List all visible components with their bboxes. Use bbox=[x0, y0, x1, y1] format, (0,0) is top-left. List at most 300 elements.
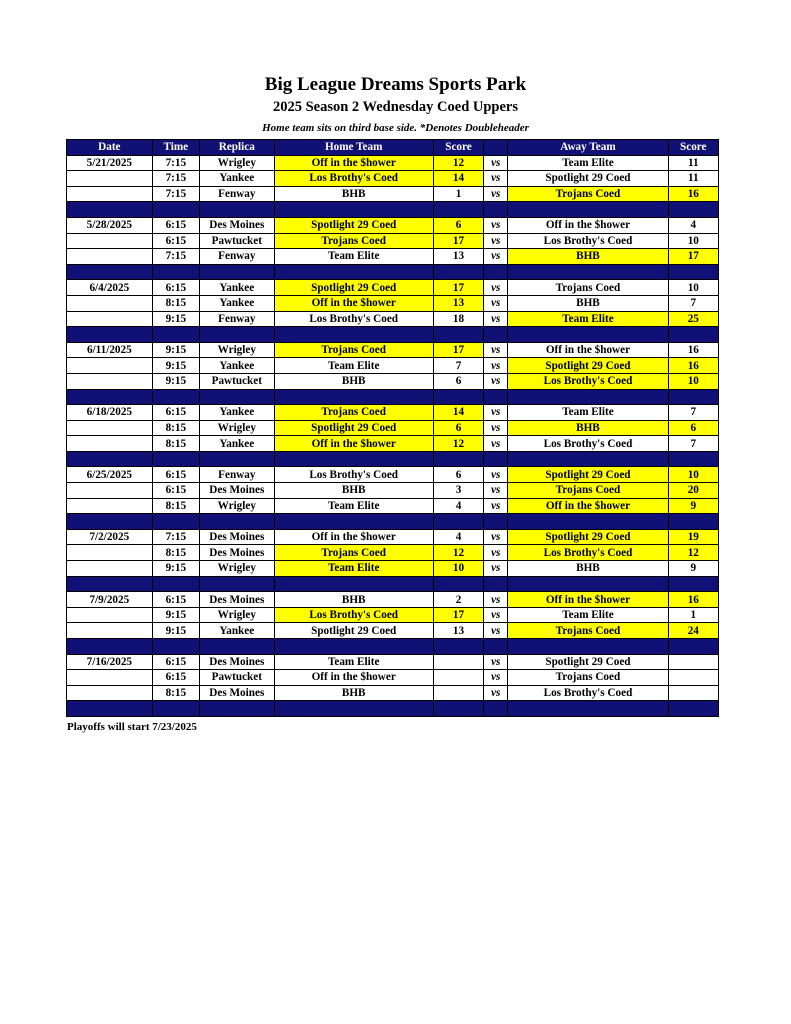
home-team: Off in the $hower bbox=[274, 295, 433, 311]
vs-label: vs bbox=[484, 280, 508, 296]
game-time: 7:15 bbox=[152, 249, 199, 265]
away-score bbox=[668, 685, 718, 701]
game-row bbox=[67, 498, 719, 514]
game-time: 7:15 bbox=[152, 171, 199, 187]
game-date: 5/21/2025 bbox=[67, 155, 153, 171]
game-date: 7/2/2025 bbox=[67, 529, 153, 545]
week-separator bbox=[67, 576, 719, 592]
home-score bbox=[433, 670, 483, 686]
game-field: Fenway bbox=[200, 249, 275, 265]
game-row bbox=[67, 436, 719, 452]
game-field: Wrigley bbox=[200, 342, 275, 358]
game-time: 8:15 bbox=[152, 545, 199, 561]
game-field: Yankee bbox=[200, 623, 275, 639]
separator-cell bbox=[152, 639, 199, 655]
separator-cell bbox=[152, 202, 199, 218]
home-score: 6 bbox=[433, 420, 483, 436]
away-score: 12 bbox=[668, 545, 718, 561]
home-score: 4 bbox=[433, 498, 483, 514]
vs-label: vs bbox=[484, 467, 508, 483]
separator-cell bbox=[200, 514, 275, 530]
away-score: 7 bbox=[668, 405, 718, 421]
away-team: Los Brothy's Coed bbox=[508, 545, 668, 561]
home-score: 14 bbox=[433, 171, 483, 187]
game-date bbox=[67, 685, 153, 701]
game-date: 5/28/2025 bbox=[67, 217, 153, 233]
separator-cell bbox=[200, 327, 275, 343]
away-score: 25 bbox=[668, 311, 718, 327]
week-separator bbox=[67, 451, 719, 467]
away-team: Trojans Coed bbox=[508, 186, 668, 202]
separator-cell bbox=[274, 576, 433, 592]
game-date bbox=[67, 171, 153, 187]
game-time: 6:15 bbox=[152, 280, 199, 296]
home-score: 12 bbox=[433, 436, 483, 452]
away-score: 17 bbox=[668, 249, 718, 265]
header-away-team: Away Team bbox=[508, 140, 668, 156]
separator-cell bbox=[668, 576, 718, 592]
away-team: Los Brothy's Coed bbox=[508, 685, 668, 701]
home-score: 13 bbox=[433, 623, 483, 639]
game-field: Yankee bbox=[200, 295, 275, 311]
game-row bbox=[67, 233, 719, 249]
game-row bbox=[67, 405, 719, 421]
game-field: Wrigley bbox=[200, 607, 275, 623]
away-score: 11 bbox=[668, 155, 718, 171]
away-team: Trojans Coed bbox=[508, 483, 668, 499]
game-time: 8:15 bbox=[152, 436, 199, 452]
separator-cell bbox=[484, 451, 508, 467]
separator-cell bbox=[508, 327, 668, 343]
game-field: Yankee bbox=[200, 171, 275, 187]
separator-cell bbox=[508, 514, 668, 530]
away-score: 16 bbox=[668, 342, 718, 358]
game-row bbox=[67, 607, 719, 623]
vs-label: vs bbox=[484, 249, 508, 265]
playoffs-footer: Playoffs will start 7/23/2025 bbox=[67, 721, 197, 733]
separator-cell bbox=[67, 264, 153, 280]
vs-label: vs bbox=[484, 529, 508, 545]
vs-label: vs bbox=[484, 545, 508, 561]
game-time: 7:15 bbox=[152, 529, 199, 545]
game-field: Des Moines bbox=[200, 545, 275, 561]
game-time: 6:15 bbox=[152, 654, 199, 670]
game-date bbox=[67, 498, 153, 514]
game-row bbox=[67, 670, 719, 686]
home-team: Team Elite bbox=[274, 654, 433, 670]
away-team: Spotlight 29 Coed bbox=[508, 467, 668, 483]
separator-cell bbox=[152, 701, 199, 717]
separator-cell bbox=[200, 701, 275, 717]
away-score: 6 bbox=[668, 420, 718, 436]
separator-cell bbox=[484, 389, 508, 405]
game-row bbox=[67, 280, 719, 296]
away-team: BHB bbox=[508, 249, 668, 265]
separator-cell bbox=[668, 514, 718, 530]
vs-label: vs bbox=[484, 561, 508, 577]
home-score: 17 bbox=[433, 607, 483, 623]
away-score bbox=[668, 654, 718, 670]
game-time: 9:15 bbox=[152, 607, 199, 623]
separator-cell bbox=[200, 639, 275, 655]
schedule-body bbox=[67, 155, 719, 716]
game-time: 6:15 bbox=[152, 405, 199, 421]
game-time: 7:15 bbox=[152, 186, 199, 202]
vs-label: vs bbox=[484, 295, 508, 311]
separator-cell bbox=[433, 327, 483, 343]
game-time: 6:15 bbox=[152, 233, 199, 249]
vs-label: vs bbox=[484, 373, 508, 389]
home-score: 7 bbox=[433, 358, 483, 374]
home-score: 3 bbox=[433, 483, 483, 499]
game-row bbox=[67, 249, 719, 265]
header-replica: Replica bbox=[200, 140, 275, 156]
away-score: 10 bbox=[668, 467, 718, 483]
home-team: Off in the $hower bbox=[274, 436, 433, 452]
separator-cell bbox=[433, 514, 483, 530]
home-score: 2 bbox=[433, 592, 483, 608]
away-team: Team Elite bbox=[508, 405, 668, 421]
game-row bbox=[67, 155, 719, 171]
separator-cell bbox=[668, 202, 718, 218]
game-row bbox=[67, 592, 719, 608]
week-separator bbox=[67, 514, 719, 530]
away-team: Team Elite bbox=[508, 155, 668, 171]
away-team: BHB bbox=[508, 561, 668, 577]
home-score: 17 bbox=[433, 342, 483, 358]
home-team: Team Elite bbox=[274, 561, 433, 577]
home-score: 6 bbox=[433, 217, 483, 233]
game-date bbox=[67, 373, 153, 389]
home-team: Team Elite bbox=[274, 498, 433, 514]
away-team: BHB bbox=[508, 295, 668, 311]
separator-cell bbox=[67, 639, 153, 655]
separator-cell bbox=[152, 389, 199, 405]
vs-label: vs bbox=[484, 498, 508, 514]
separator-cell bbox=[433, 639, 483, 655]
away-score: 11 bbox=[668, 171, 718, 187]
game-time: 7:15 bbox=[152, 155, 199, 171]
home-team: Los Brothy's Coed bbox=[274, 467, 433, 483]
separator-cell bbox=[200, 451, 275, 467]
page-subtitle: 2025 Season 2 Wednesday Coed Uppers bbox=[272, 99, 519, 115]
game-time: 9:15 bbox=[152, 358, 199, 374]
game-field: Yankee bbox=[200, 405, 275, 421]
vs-label: vs bbox=[484, 217, 508, 233]
home-score: 12 bbox=[433, 545, 483, 561]
vs-label: vs bbox=[484, 607, 508, 623]
vs-label: vs bbox=[484, 670, 508, 686]
vs-label: vs bbox=[484, 186, 508, 202]
header-home-score: Score bbox=[433, 140, 483, 156]
game-row bbox=[67, 529, 719, 545]
away-score bbox=[668, 670, 718, 686]
separator-cell bbox=[484, 701, 508, 717]
away-team: Spotlight 29 Coed bbox=[508, 358, 668, 374]
vs-label: vs bbox=[484, 155, 508, 171]
separator-cell bbox=[67, 389, 153, 405]
separator-cell bbox=[200, 576, 275, 592]
home-team: Los Brothy's Coed bbox=[274, 171, 433, 187]
game-date: 7/16/2025 bbox=[67, 654, 153, 670]
game-date bbox=[67, 670, 153, 686]
game-date: 6/4/2025 bbox=[67, 280, 153, 296]
home-team: BHB bbox=[274, 186, 433, 202]
game-field: Des Moines bbox=[200, 529, 275, 545]
home-score bbox=[433, 654, 483, 670]
home-team: Trojans Coed bbox=[274, 545, 433, 561]
vs-label: vs bbox=[484, 233, 508, 249]
week-separator bbox=[67, 202, 719, 218]
vs-label: vs bbox=[484, 654, 508, 670]
vs-label: vs bbox=[484, 685, 508, 701]
game-field: Des Moines bbox=[200, 685, 275, 701]
away-team: Off in the $hower bbox=[508, 498, 668, 514]
week-separator bbox=[67, 389, 719, 405]
separator-cell bbox=[433, 202, 483, 218]
game-date bbox=[67, 623, 153, 639]
game-date bbox=[67, 295, 153, 311]
home-score: 13 bbox=[433, 249, 483, 265]
home-team: Off in the $hower bbox=[274, 529, 433, 545]
game-row bbox=[67, 342, 719, 358]
home-team: BHB bbox=[274, 373, 433, 389]
game-field: Des Moines bbox=[200, 217, 275, 233]
game-field: Fenway bbox=[200, 186, 275, 202]
game-field: Des Moines bbox=[200, 654, 275, 670]
home-team: BHB bbox=[274, 592, 433, 608]
away-team: Off in the $hower bbox=[508, 592, 668, 608]
game-date bbox=[67, 311, 153, 327]
vs-label: vs bbox=[484, 358, 508, 374]
game-field: Yankee bbox=[200, 436, 275, 452]
away-team: Trojans Coed bbox=[508, 670, 668, 686]
away-team: Trojans Coed bbox=[508, 280, 668, 296]
separator-cell bbox=[508, 576, 668, 592]
away-team: Los Brothy's Coed bbox=[508, 233, 668, 249]
game-row bbox=[67, 186, 719, 202]
game-time: 9:15 bbox=[152, 623, 199, 639]
schedule-note: Home team sits on third base side. *Denotes Doubleheader bbox=[262, 122, 529, 134]
game-field: Wrigley bbox=[200, 561, 275, 577]
away-score: 1 bbox=[668, 607, 718, 623]
header-row bbox=[67, 140, 719, 156]
game-row bbox=[67, 217, 719, 233]
home-team: Spotlight 29 Coed bbox=[274, 420, 433, 436]
game-time: 8:15 bbox=[152, 685, 199, 701]
away-team: BHB bbox=[508, 420, 668, 436]
away-score: 24 bbox=[668, 623, 718, 639]
separator-cell bbox=[668, 701, 718, 717]
home-team: Off in the $hower bbox=[274, 670, 433, 686]
home-team: Spotlight 29 Coed bbox=[274, 623, 433, 639]
game-field: Fenway bbox=[200, 311, 275, 327]
game-field: Pawtucket bbox=[200, 233, 275, 249]
separator-cell bbox=[508, 639, 668, 655]
separator-cell bbox=[274, 389, 433, 405]
separator-cell bbox=[433, 264, 483, 280]
home-score bbox=[433, 685, 483, 701]
game-field: Yankee bbox=[200, 358, 275, 374]
separator-cell bbox=[67, 576, 153, 592]
away-score: 7 bbox=[668, 295, 718, 311]
separator-cell bbox=[274, 202, 433, 218]
game-row bbox=[67, 171, 719, 187]
home-team: Spotlight 29 Coed bbox=[274, 280, 433, 296]
away-team: Trojans Coed bbox=[508, 623, 668, 639]
header-vs bbox=[484, 140, 508, 156]
away-score: 10 bbox=[668, 233, 718, 249]
away-team: Spotlight 29 Coed bbox=[508, 171, 668, 187]
separator-cell bbox=[508, 202, 668, 218]
game-row bbox=[67, 561, 719, 577]
game-time: 8:15 bbox=[152, 295, 199, 311]
home-score: 12 bbox=[433, 155, 483, 171]
home-team: Trojans Coed bbox=[274, 405, 433, 421]
home-score: 13 bbox=[433, 295, 483, 311]
game-date bbox=[67, 186, 153, 202]
game-row bbox=[67, 295, 719, 311]
separator-cell bbox=[67, 701, 153, 717]
game-date bbox=[67, 358, 153, 374]
vs-label: vs bbox=[484, 623, 508, 639]
game-time: 9:15 bbox=[152, 311, 199, 327]
away-team: Team Elite bbox=[508, 311, 668, 327]
game-row bbox=[67, 467, 719, 483]
game-time: 9:15 bbox=[152, 561, 199, 577]
home-score: 17 bbox=[433, 280, 483, 296]
game-time: 6:15 bbox=[152, 592, 199, 608]
game-date: 6/25/2025 bbox=[67, 467, 153, 483]
home-team: BHB bbox=[274, 685, 433, 701]
game-date bbox=[67, 607, 153, 623]
separator-cell bbox=[668, 639, 718, 655]
home-score: 1 bbox=[433, 186, 483, 202]
separator-cell bbox=[484, 202, 508, 218]
separator-cell bbox=[433, 701, 483, 717]
separator-cell bbox=[508, 701, 668, 717]
separator-cell bbox=[484, 576, 508, 592]
vs-label: vs bbox=[484, 483, 508, 499]
separator-cell bbox=[200, 202, 275, 218]
game-field: Yankee bbox=[200, 280, 275, 296]
home-team: Los Brothy's Coed bbox=[274, 311, 433, 327]
separator-cell bbox=[274, 327, 433, 343]
away-score: 7 bbox=[668, 436, 718, 452]
separator-cell bbox=[67, 202, 153, 218]
separator-cell bbox=[274, 639, 433, 655]
separator-cell bbox=[484, 639, 508, 655]
away-score: 20 bbox=[668, 483, 718, 499]
header-away-score: Score bbox=[668, 140, 718, 156]
separator-cell bbox=[200, 264, 275, 280]
home-score: 17 bbox=[433, 233, 483, 249]
game-date bbox=[67, 483, 153, 499]
game-date bbox=[67, 545, 153, 561]
separator-cell bbox=[274, 701, 433, 717]
home-score: 6 bbox=[433, 373, 483, 389]
week-separator bbox=[67, 264, 719, 280]
vs-label: vs bbox=[484, 436, 508, 452]
away-score: 16 bbox=[668, 358, 718, 374]
game-field: Wrigley bbox=[200, 498, 275, 514]
game-time: 9:15 bbox=[152, 373, 199, 389]
vs-label: vs bbox=[484, 405, 508, 421]
away-score: 16 bbox=[668, 592, 718, 608]
away-score: 10 bbox=[668, 373, 718, 389]
week-separator bbox=[67, 701, 719, 717]
away-team: Spotlight 29 Coed bbox=[508, 654, 668, 670]
vs-label: vs bbox=[484, 311, 508, 327]
separator-cell bbox=[484, 327, 508, 343]
separator-cell bbox=[152, 576, 199, 592]
game-time: 8:15 bbox=[152, 498, 199, 514]
away-team: Team Elite bbox=[508, 607, 668, 623]
game-row bbox=[67, 420, 719, 436]
game-date bbox=[67, 249, 153, 265]
vs-label: vs bbox=[484, 342, 508, 358]
separator-cell bbox=[508, 264, 668, 280]
game-row bbox=[67, 358, 719, 374]
vs-label: vs bbox=[484, 420, 508, 436]
home-score: 18 bbox=[433, 311, 483, 327]
game-date: 6/18/2025 bbox=[67, 405, 153, 421]
home-team: Trojans Coed bbox=[274, 342, 433, 358]
away-team: Spotlight 29 Coed bbox=[508, 529, 668, 545]
game-row bbox=[67, 623, 719, 639]
home-score: 14 bbox=[433, 405, 483, 421]
home-team: Spotlight 29 Coed bbox=[274, 217, 433, 233]
separator-cell bbox=[433, 451, 483, 467]
away-team: Off in the $hower bbox=[508, 342, 668, 358]
game-field: Des Moines bbox=[200, 483, 275, 499]
separator-cell bbox=[668, 264, 718, 280]
separator-cell bbox=[152, 514, 199, 530]
separator-cell bbox=[67, 514, 153, 530]
game-date bbox=[67, 561, 153, 577]
away-score: 10 bbox=[668, 280, 718, 296]
home-score: 6 bbox=[433, 467, 483, 483]
separator-cell bbox=[274, 264, 433, 280]
separator-cell bbox=[484, 514, 508, 530]
away-score: 19 bbox=[668, 529, 718, 545]
game-time: 6:15 bbox=[152, 467, 199, 483]
separator-cell bbox=[668, 327, 718, 343]
separator-cell bbox=[152, 264, 199, 280]
game-date bbox=[67, 233, 153, 249]
page-title: Big League Dreams Sports Park bbox=[264, 74, 527, 95]
separator-cell bbox=[433, 576, 483, 592]
vs-label: vs bbox=[484, 171, 508, 187]
header-time: Time bbox=[152, 140, 199, 156]
game-row bbox=[67, 685, 719, 701]
game-date bbox=[67, 420, 153, 436]
game-time: 6:15 bbox=[152, 670, 199, 686]
home-team: Los Brothy's Coed bbox=[274, 607, 433, 623]
away-team: Off in the $hower bbox=[508, 217, 668, 233]
game-date: 6/11/2025 bbox=[67, 342, 153, 358]
game-field: Pawtucket bbox=[200, 373, 275, 389]
away-score: 9 bbox=[668, 498, 718, 514]
separator-cell bbox=[67, 451, 153, 467]
game-time: 9:15 bbox=[152, 342, 199, 358]
game-row bbox=[67, 373, 719, 389]
game-row bbox=[67, 654, 719, 670]
vs-label: vs bbox=[484, 592, 508, 608]
home-team: Team Elite bbox=[274, 358, 433, 374]
game-field: Fenway bbox=[200, 467, 275, 483]
week-separator bbox=[67, 327, 719, 343]
